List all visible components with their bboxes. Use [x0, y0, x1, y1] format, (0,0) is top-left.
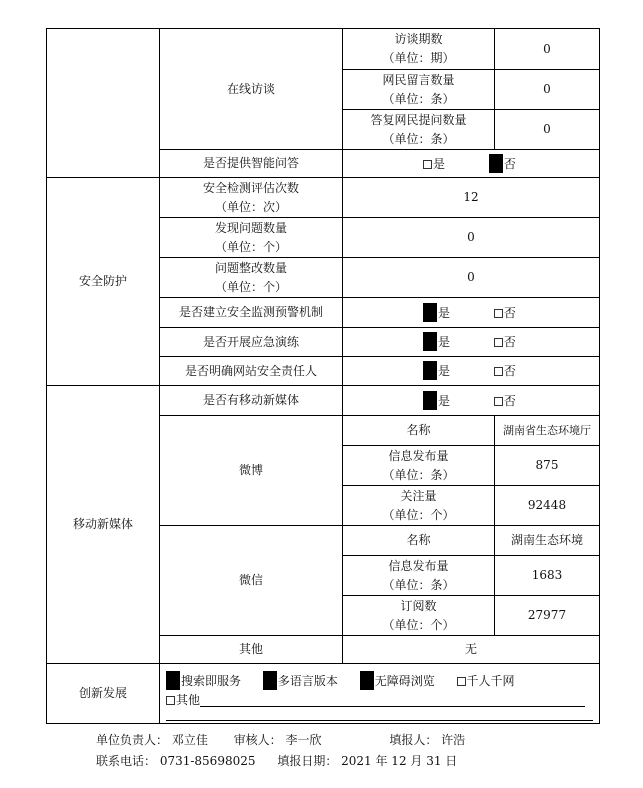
wechat-subscribers-value: 27977 [495, 596, 600, 636]
weibo-label: 微博 [160, 416, 343, 526]
checkbox-filled-icon [166, 671, 180, 690]
smart-qa-no-option[interactable]: 否 [489, 154, 516, 174]
other-innovation-blank[interactable] [200, 692, 585, 707]
security-check-value: 12 [343, 178, 600, 218]
has-mobile-media-options [343, 386, 600, 416]
smart-qa-yes-option[interactable]: 是 [423, 155, 445, 174]
interview-count-label: 访谈期数 （单位：期） [343, 29, 495, 70]
checkbox-filled-icon [360, 671, 374, 690]
issues-found-value: 0 [343, 218, 600, 258]
online-interview-label: 在线访谈 [160, 29, 343, 150]
weibo-name-label: 名称 [343, 416, 495, 446]
owner-no-option[interactable]: 否 [494, 362, 516, 381]
footer-signatures [96, 731, 483, 748]
checkbox-filled-icon [423, 303, 437, 322]
personalized-option[interactable]: 千人千网 [457, 672, 515, 691]
innovation-label: 创新发展 [47, 664, 160, 724]
report-date: 填报日期： 2021 年 12 月 31 日 [277, 754, 458, 768]
checkbox-empty-icon [423, 160, 432, 169]
other-media-value: 无 [343, 636, 600, 664]
monitoring-mechanism-options [343, 298, 600, 328]
checkbox-empty-icon [494, 367, 503, 376]
wechat-posts-label: 信息发布量 （单位：条） [343, 556, 495, 596]
drill-yes-option[interactable]: 是 [423, 332, 450, 352]
wechat-label: 微信 [160, 526, 343, 636]
emergency-drill-options [343, 328, 600, 357]
monitoring-mechanism-label: 是否建立安全监测预警机制 [160, 298, 343, 328]
issues-found-label: 发现问题数量 （单位：个） [160, 218, 343, 258]
search-service-option[interactable]: 搜索即服务 [166, 671, 241, 691]
monitoring-no-option[interactable]: 否 [494, 304, 516, 323]
responsible-person: 单位负责人： 邓立佳 [96, 733, 208, 747]
other-innovation-option[interactable]: 其他 [166, 691, 200, 710]
mobile-no-option[interactable]: 否 [494, 392, 516, 411]
owner-yes-option[interactable]: 是 [423, 361, 450, 381]
message-count-label: 网民留言数量 （单位：条） [343, 70, 495, 110]
accessibility-option[interactable]: 无障碍浏览 [360, 671, 435, 691]
security-owner-options [343, 357, 600, 386]
emergency-drill-label: 是否开展应急演练 [160, 328, 343, 357]
blank-category-cell [47, 29, 160, 178]
smart-qa-label: 是否提供智能问答 [160, 150, 343, 178]
reply-count-value: 0 [495, 110, 600, 150]
interview-count-value: 0 [495, 29, 600, 70]
mobile-yes-option[interactable]: 是 [423, 391, 450, 411]
weibo-posts-value: 875 [495, 446, 600, 486]
drill-no-option[interactable]: 否 [494, 333, 516, 352]
security-label: 安全防护 [47, 178, 160, 386]
checkbox-empty-icon [457, 677, 466, 686]
wechat-name-label: 名称 [343, 526, 495, 556]
wechat-posts-value: 1683 [495, 556, 600, 596]
checkbox-filled-icon [263, 671, 277, 690]
innovation-options [160, 664, 600, 724]
reviewer: 审核人： 李一欣 [233, 733, 322, 747]
report-table [46, 28, 600, 724]
security-check-label: 安全检测评估次数 （单位：次） [160, 178, 343, 218]
reply-count-label: 答复网民提问数量 （单位：条） [343, 110, 495, 150]
issues-fixed-value: 0 [343, 258, 600, 298]
issues-fixed-label: 问题整改数量 （单位：个） [160, 258, 343, 298]
wechat-name-value: 湖南生态环境 [495, 526, 600, 556]
checkbox-empty-icon [494, 338, 503, 347]
contact-phone: 联系电话： 0731-85698025 [96, 754, 256, 768]
message-count-value: 0 [495, 70, 600, 110]
multilingual-option[interactable]: 多语言版本 [263, 671, 338, 691]
smart-qa-options [343, 150, 600, 178]
checkbox-empty-icon [166, 696, 175, 705]
has-mobile-media-label: 是否有移动新媒体 [160, 386, 343, 416]
checkbox-filled-icon [489, 154, 503, 173]
checkbox-empty-icon [494, 309, 503, 318]
wechat-subscribers-label: 订阅数 （单位：个） [343, 596, 495, 636]
checkbox-empty-icon [494, 397, 503, 406]
footer-contact [96, 752, 475, 769]
security-owner-label: 是否明确网站安全责任人 [160, 357, 343, 386]
weibo-posts-label: 信息发布量 （单位：条） [343, 446, 495, 486]
other-innovation-blank-2[interactable] [166, 714, 593, 721]
mobile-media-label: 移动新媒体 [47, 386, 160, 664]
weibo-followers-value: 92448 [495, 486, 600, 526]
checkbox-filled-icon [423, 332, 437, 351]
filler: 填报人： 许浩 [389, 733, 466, 747]
checkbox-filled-icon [423, 361, 437, 380]
weibo-name-value: 湖南省生态环境厅 [495, 416, 600, 446]
monitoring-yes-option[interactable]: 是 [423, 303, 450, 323]
other-media-label: 其他 [160, 636, 343, 664]
checkbox-filled-icon [423, 391, 437, 410]
weibo-followers-label: 关注量 （单位：个） [343, 486, 495, 526]
